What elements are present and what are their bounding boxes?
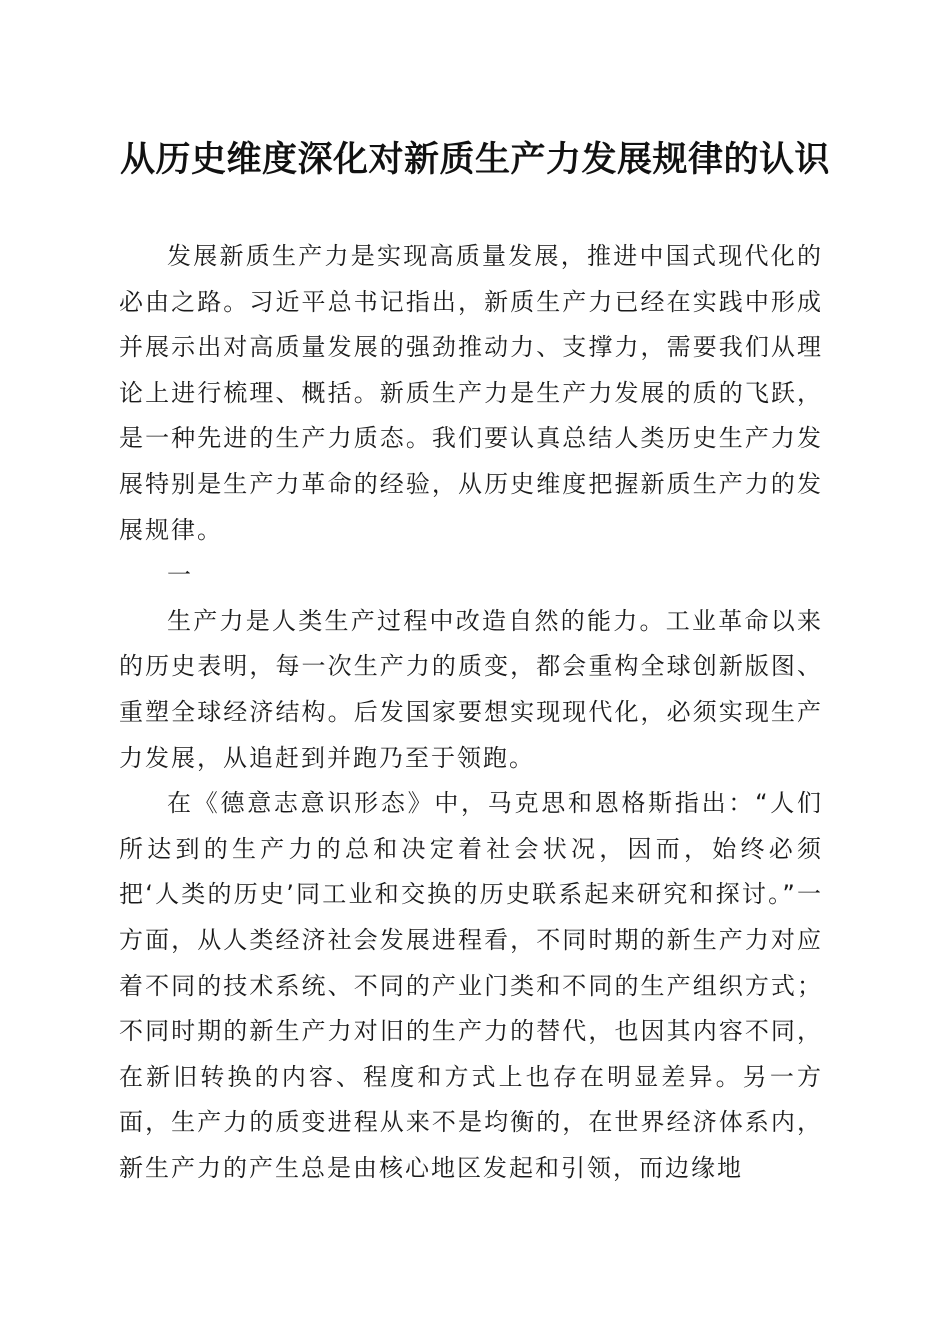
paragraph-intro: 发展新质生产力是实现高质量发展，推进中国式现代化的必由之路。习近平总书记指出，新质生产力已经在实践中形成并展示出对高质量发展的强劲推动力、支撑力，需要我们从理论上进行梳理、概括。新质生产力是生产力发展的质的飞跃，是一种先进的生产力质态。我们要认真总结人类历史生产力发展特别是生产力革命的经验，从历史维度把握新质生产力的发展规律。 [119,242,823,544]
section-number: 一 [167,561,193,590]
paragraph-productivity: 生产力是人类生产过程中改造自然的能力。工业革命以来的历史表明，每一次生产力的质变，都会重构全球创新版图、重塑全球经济结构。后发国家要想实现现代化，必须实现生产力发展，从追赶到并跑乃至于领跑。 [119,606,823,772]
document-body [119,234,823,1191]
document-title: 从历史维度深化对新质生产力发展规律的认识 [119,139,830,180]
paragraph-german-ideology: 在《德意志意识形态》中，马克思和恩格斯指出：“人们所达到的生产力的总和决定着社会状况，因而，始终必须把‘人类的历史’同工业和交换的历史联系起来研究和探讨。”一方面，从人类经济社会发展进程看，不同时期的新生产力对应着不同的技术系统、不同的产业门类和不同的生产组织方式；不同时期的新生产力对旧的生产力的替代，也因其内容不同，在新旧转换的内容、程度和方式上也存在明显差异。另一方面，生产力的质变进程从来不是均衡的，在世界经济体系内，新生产力的产生总是由核心地区发起和引领，而边缘地 [119,789,823,1182]
